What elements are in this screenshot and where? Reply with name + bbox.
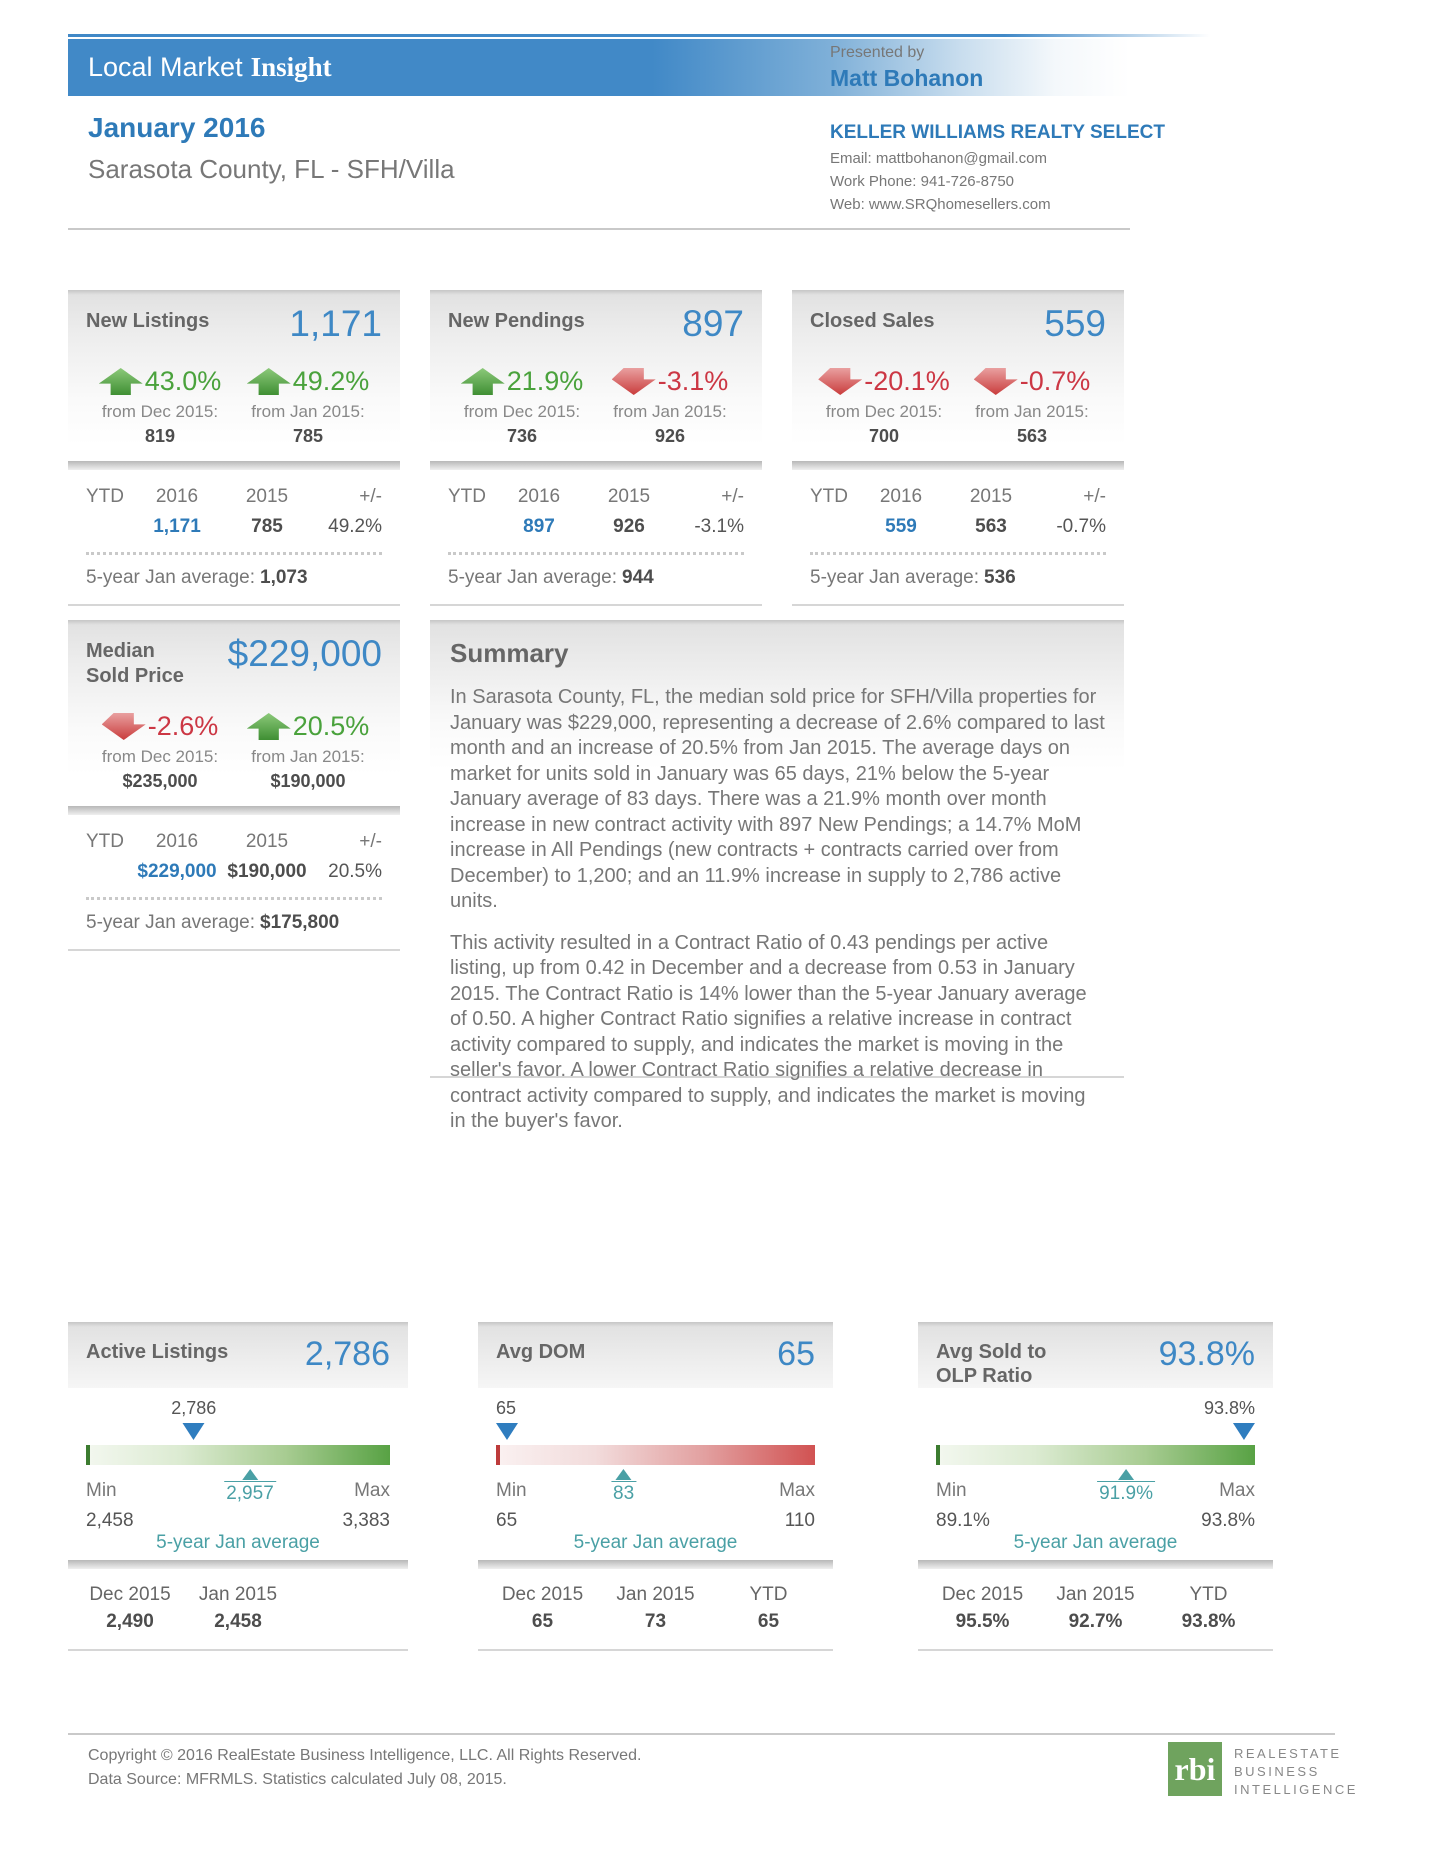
change-baseline-value: 785 xyxy=(292,426,324,446)
trend-arrow-icon xyxy=(461,368,505,395)
gauge-min: Min 65 xyxy=(496,1480,527,1531)
rbi-logo xyxy=(1168,1742,1358,1799)
year-over-year-change xyxy=(234,366,382,447)
card-value: $229,000 xyxy=(227,633,382,674)
metric-card-median-sold-price xyxy=(68,620,400,951)
ytd-current-value: $229,000 xyxy=(137,861,217,882)
gauge-bottom-table xyxy=(918,1569,1273,1649)
average-value: 83 xyxy=(613,1483,635,1504)
trend-arrow-icon xyxy=(99,368,143,395)
change-percent: 21.9% xyxy=(506,366,584,396)
summary-card xyxy=(430,620,1124,1132)
median-price-row xyxy=(68,620,400,951)
card-title: Closed Sales xyxy=(810,310,935,332)
summary-paragraph: This activity resulted in a Contract Ratio of 0.43 pendings per active listing, up from 0.42 in December and a decrease from 0.53 in January 2015. The Contract Ratio is 14% lower than the 5-year January average of 0.50. A higher Contract Ratio signifies a relative increase in contract activity compared to supply, and indicates the market is moving in the seller's favor. A lower Contract Ratio signifies a relative decrease in contract activity compared to supply, and indicates the market is moving in the buyer's favor. xyxy=(450,931,1087,1132)
gauge-avg-marker xyxy=(611,1469,636,1505)
footer-text xyxy=(88,1744,641,1792)
card-title: Median Sold Price xyxy=(86,640,184,687)
gauge-pointer-label: 93.8% xyxy=(1203,1398,1255,1418)
table-cell: Dec 2015 95.5% xyxy=(941,1584,1024,1632)
value-pointer-icon xyxy=(496,1423,518,1440)
five-year-average: 5-year Jan average: 1,073 xyxy=(86,567,308,588)
gauge xyxy=(68,1388,408,1560)
report-month: January 2016 xyxy=(88,112,266,143)
table-cell: Dec 2015 2,490 xyxy=(89,1584,171,1632)
data-source-line: Data Source: MFRMLS. Statistics calculated July 08, 2015. xyxy=(88,1771,507,1788)
section-divider xyxy=(918,1560,1273,1569)
average-caption: 5-year Jan average xyxy=(573,1532,738,1553)
metric-cards-row xyxy=(68,290,1124,606)
section-divider xyxy=(68,1560,408,1569)
year-over-year-change xyxy=(596,366,744,447)
gauge-bottom-table xyxy=(68,1569,408,1649)
agent-phone: Work Phone: 941-726-8750 xyxy=(830,173,1015,190)
gauge-bar xyxy=(496,1445,815,1465)
metric-card-new-pendings xyxy=(430,290,762,606)
month-over-month-change xyxy=(810,366,958,447)
gauge-bar xyxy=(86,1445,390,1465)
value-pointer-icon xyxy=(183,1423,205,1440)
ytd-table: YTD 2016 2015 +/- 897 926 -3.1% xyxy=(448,486,744,537)
change-baseline-value: 563 xyxy=(1016,426,1048,446)
header-divider xyxy=(68,228,1130,230)
brand-name: Local Market xyxy=(88,52,243,82)
gauge-max: Max 3,383 xyxy=(342,1480,390,1531)
ytd-current-value: 897 xyxy=(523,516,555,537)
gauge-min: Min 2,458 xyxy=(86,1480,134,1531)
average-value: 91.9% xyxy=(1099,1483,1153,1504)
change-percent: -3.1% xyxy=(657,366,729,396)
agent-contact-block xyxy=(830,122,1165,213)
trend-arrow-icon xyxy=(102,713,146,740)
gauge xyxy=(918,1388,1273,1560)
section-divider xyxy=(68,806,400,815)
ytd-current-value: 559 xyxy=(885,516,917,537)
gauge-min: Min 89.1% xyxy=(936,1480,990,1531)
summary-paragraph: In Sarasota County, FL, the median sold price for SFH/Villa properties for January was $229,000, representing a decrease of 2.6% compared to last month and an increase of 20.5% from Jan 2015. The average days on market for units sold in January was 65 days, 21% below the 5-year January average of 83 days. There was a 21.9% month over month increase in new contract activity with 897 New Pendings; a 14.7% MoM increase in All Pendings (new contracts + contracts carried over from December) to 1,200; and an 11.9% increase in supply to 2,786 active units. xyxy=(450,686,1105,912)
average-marker-icon xyxy=(242,1469,258,1480)
agent-email: Email: mattbohanon@gmail.com xyxy=(830,150,1047,167)
ytd-prior-value: $190,000 xyxy=(227,861,307,882)
report-title-block xyxy=(88,112,455,185)
section-divider xyxy=(792,461,1124,470)
trend-arrow-icon xyxy=(247,713,291,740)
ytd-table: YTD 2016 2015 +/- 1,171 785 49.2% xyxy=(86,486,382,537)
card-title: New Pendings xyxy=(448,310,585,332)
ytd-table: YTD 2016 2015 +/- $229,000 $190,000 20.5% xyxy=(86,831,382,882)
average-caption: 5-year Jan average xyxy=(1013,1532,1178,1553)
footer-divider xyxy=(68,1733,1335,1735)
change-baseline-value: 700 xyxy=(868,426,900,446)
change-baseline-label: from Jan 2015: xyxy=(251,747,365,766)
gauge-card-active-listings xyxy=(68,1322,408,1651)
brand-name-bold: Insight xyxy=(250,52,332,82)
change-baseline-label: from Dec 2015: xyxy=(463,402,581,421)
table-cell: Dec 2015 65 xyxy=(501,1584,584,1632)
ytd-current-value: 1,171 xyxy=(153,516,201,537)
gauge-avg-marker xyxy=(1097,1469,1155,1505)
copyright-line: Copyright © 2016 RealEstate Business Intelligence, LLC. All Rights Reserved. xyxy=(88,1747,642,1764)
change-baseline-value: 819 xyxy=(144,426,176,446)
card-title: New Listings xyxy=(86,310,210,332)
change-percent: 20.5% xyxy=(292,711,370,741)
table-cell: YTD 65 xyxy=(749,1584,788,1632)
trend-arrow-icon xyxy=(974,368,1018,395)
gauge-card-avg-sold-to-olp xyxy=(918,1322,1273,1651)
gauge-card-avg-dom xyxy=(478,1322,833,1651)
card-value: 1,171 xyxy=(289,303,382,344)
rbi-logo-text: REALESTATE BUSINESS INTELLIGENCE xyxy=(1234,1746,1358,1797)
month-over-month-change xyxy=(448,366,596,447)
year-over-year-change xyxy=(234,711,382,792)
section-divider xyxy=(430,461,762,470)
ytd-delta-value: -0.7% xyxy=(1056,516,1106,537)
change-baseline-label: from Jan 2015: xyxy=(613,402,727,421)
office-name: KELLER WILLIAMS REALTY SELECT xyxy=(830,122,1165,143)
change-baseline-label: from Jan 2015: xyxy=(251,402,365,421)
gauge-cards-row xyxy=(68,1322,1273,1651)
gauge-pointer xyxy=(496,1398,518,1440)
gauge-pointer-label: 2,786 xyxy=(171,1398,217,1418)
year-over-year-change xyxy=(958,366,1106,447)
month-over-month-change xyxy=(86,711,234,792)
change-baseline-value: $190,000 xyxy=(270,771,346,791)
change-baseline-label: from Dec 2015: xyxy=(101,747,219,766)
change-baseline-label: from Dec 2015: xyxy=(101,402,219,421)
gauge-bar xyxy=(936,1445,1255,1465)
change-baseline-label: from Jan 2015: xyxy=(975,402,1089,421)
trend-arrow-icon xyxy=(612,368,656,395)
five-year-average: 5-year Jan average: 944 xyxy=(448,567,654,588)
ytd-table: YTD 2016 2015 +/- 559 563 -0.7% xyxy=(810,486,1106,537)
report-area: Sarasota County, FL - SFH/Villa xyxy=(88,154,455,184)
card-value: 2,786 xyxy=(304,1335,390,1373)
summary-title: Summary xyxy=(450,638,569,668)
card-value: 897 xyxy=(682,303,744,344)
card-title: Avg Sold to OLP Ratio xyxy=(936,1341,1047,1387)
ytd-delta-value: 49.2% xyxy=(328,516,382,537)
ytd-delta-value: 20.5% xyxy=(328,861,382,882)
change-percent: -0.7% xyxy=(1019,366,1091,396)
gauge-pointer xyxy=(1204,1398,1255,1440)
five-year-average: 5-year Jan average: 536 xyxy=(810,567,1016,588)
ytd-prior-value: 563 xyxy=(975,516,1007,537)
gauge-pointer-label: 65 xyxy=(496,1398,517,1418)
gauge-max: Max 110 xyxy=(779,1480,815,1531)
change-baseline-value: 926 xyxy=(654,426,686,446)
ytd-delta-value: -3.1% xyxy=(694,516,744,537)
value-pointer-icon xyxy=(1233,1423,1255,1440)
month-over-month-change xyxy=(86,366,234,447)
change-percent: -20.1% xyxy=(864,366,950,396)
change-percent: -2.6% xyxy=(147,711,219,741)
metric-card-new-listings xyxy=(68,290,400,606)
summary-body xyxy=(430,685,1124,1135)
ytd-prior-value: 926 xyxy=(613,516,645,537)
card-value: 559 xyxy=(1044,303,1106,344)
gauge xyxy=(478,1388,833,1560)
average-marker-icon xyxy=(1118,1469,1134,1480)
card-value: 65 xyxy=(777,1335,815,1373)
change-percent: 43.0% xyxy=(144,366,222,396)
trend-arrow-icon xyxy=(247,368,291,395)
agent-website: Web: www.SRQhomesellers.com xyxy=(830,196,1051,213)
rbi-logo-icon: rbi xyxy=(1168,1742,1222,1796)
section-divider xyxy=(478,1560,833,1569)
gauge-bottom-table xyxy=(478,1569,833,1649)
card-value: 93.8% xyxy=(1158,1335,1255,1373)
change-baseline-value: 736 xyxy=(506,426,538,446)
table-cell: Jan 2015 73 xyxy=(616,1584,695,1632)
change-percent: 49.2% xyxy=(292,366,370,396)
average-marker-icon xyxy=(616,1469,632,1480)
table-cell: YTD 93.8% xyxy=(1181,1584,1236,1632)
presented-by-block xyxy=(830,44,983,92)
agent-name: Matt Bohanon xyxy=(830,65,984,91)
table-cell: Jan 2015 92.7% xyxy=(1056,1584,1135,1632)
change-baseline-label: from Dec 2015: xyxy=(825,402,943,421)
gauge-avg-marker xyxy=(224,1469,276,1505)
ytd-prior-value: 785 xyxy=(251,516,283,537)
presented-by-label: Presented by xyxy=(830,44,925,61)
table-cell: Jan 2015 2,458 xyxy=(198,1584,278,1632)
card-title: Avg DOM xyxy=(496,1341,586,1363)
table-cell xyxy=(292,1584,400,1633)
five-year-average: 5-year Jan average: $175,800 xyxy=(86,912,340,933)
card-title: Active Listings xyxy=(86,1341,229,1363)
change-baseline-value: $235,000 xyxy=(122,771,198,791)
banner-top-line xyxy=(68,34,1210,37)
section-divider xyxy=(68,461,400,470)
average-value: 2,957 xyxy=(226,1483,274,1504)
average-caption: 5-year Jan average xyxy=(156,1532,320,1553)
trend-arrow-icon xyxy=(818,368,862,395)
gauge-max: Max 93.8% xyxy=(1201,1480,1255,1531)
gauge-pointer xyxy=(171,1398,216,1440)
metric-card-closed-sales xyxy=(792,290,1124,606)
